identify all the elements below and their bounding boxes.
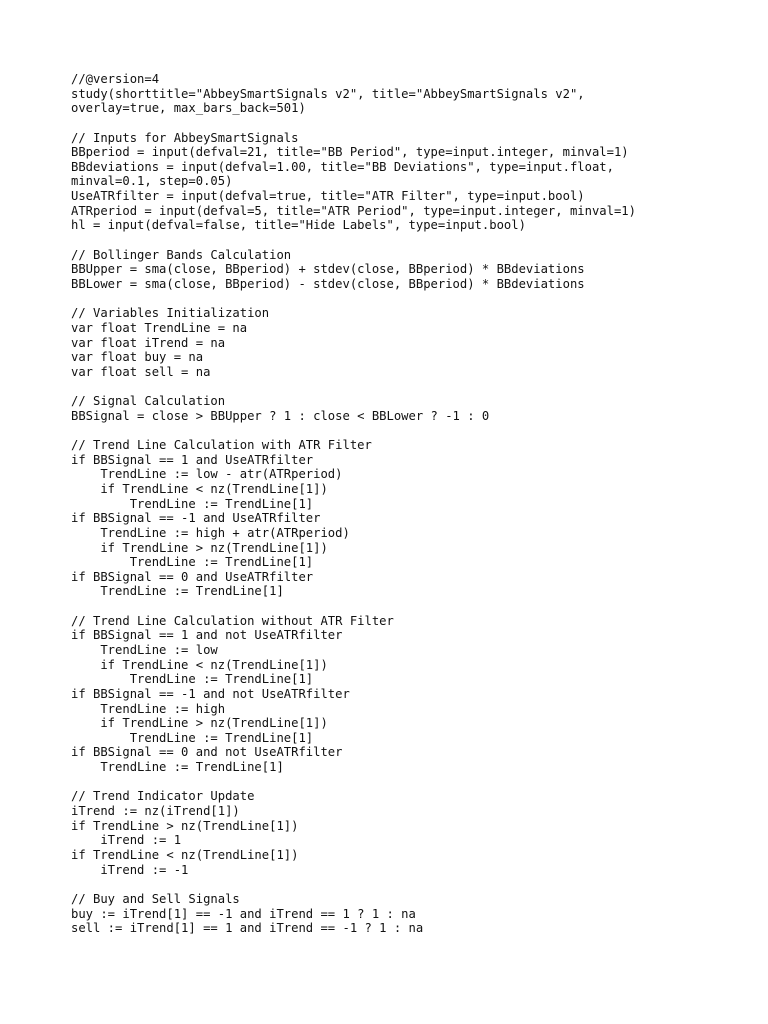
code-line: TrendLine := TrendLine[1] <box>71 584 284 599</box>
code-line: iTrend := nz(iTrend[1]) <box>71 804 240 819</box>
code-line: hl = input(defval=false, title="Hide Labels", type=input.bool) <box>71 218 526 233</box>
code-line: var float sell = na <box>71 364 211 379</box>
code-line: minval=0.1, step=0.05) <box>71 174 233 189</box>
code-line: study(shorttitle="AbbeySmartSignals v2", title="AbbeySmartSignals v2", <box>71 86 585 101</box>
code-line: if TrendLine > nz(TrendLine[1]) <box>71 540 328 555</box>
code-line: if TrendLine > nz(TrendLine[1]) <box>71 818 299 833</box>
code-line: TrendLine := high <box>71 701 226 716</box>
code-line: var float TrendLine = na <box>71 320 248 335</box>
code-line: TrendLine := high + atr(ATRperiod) <box>71 525 350 540</box>
blank-line <box>71 423 751 438</box>
code-line: ATRperiod = input(defval=5, title="ATR Period", type=input.integer, minval=1) <box>71 203 636 218</box>
blank-line <box>71 775 751 790</box>
code-block <box>71 72 751 936</box>
blank-line <box>71 116 751 131</box>
code-line: if TrendLine < nz(TrendLine[1]) <box>71 847 299 862</box>
code-line: TrendLine := low - atr(ATRperiod) <box>71 467 343 482</box>
code-line: if BBSignal == -1 and not UseATRfilter <box>71 686 350 701</box>
code-line: // Signal Calculation <box>71 394 226 409</box>
blank-line <box>71 599 751 614</box>
code-line: BBUpper = sma(close, BBperiod) + stdev(close, BBperiod) * BBdeviations <box>71 262 585 277</box>
code-line: if TrendLine < nz(TrendLine[1]) <box>71 481 328 496</box>
code-line: // Trend Indicator Update <box>71 789 255 804</box>
code-line: if TrendLine > nz(TrendLine[1]) <box>71 716 328 731</box>
code-line: if BBSignal == 0 and not UseATRfilter <box>71 745 343 760</box>
code-line: if TrendLine < nz(TrendLine[1]) <box>71 657 328 672</box>
code-line: // Trend Line Calculation without ATR Filter <box>71 613 394 628</box>
code-line: BBSignal = close > BBUpper ? 1 : close < BBLower ? -1 : 0 <box>71 408 490 423</box>
code-line: if BBSignal == 1 and UseATRfilter <box>71 452 314 467</box>
blank-line <box>71 233 751 248</box>
code-line: TrendLine := TrendLine[1] <box>71 555 314 570</box>
code-line: UseATRfilter = input(defval=true, title="ATR Filter", type=input.bool) <box>71 189 585 204</box>
code-line: var float buy = na <box>71 350 204 365</box>
code-line: if BBSignal == 1 and not UseATRfilter <box>71 628 343 643</box>
code-line: BBLower = sma(close, BBperiod) - stdev(close, BBperiod) * BBdeviations <box>71 276 585 291</box>
code-line: if BBSignal == -1 and UseATRfilter <box>71 511 321 526</box>
code-line: iTrend := -1 <box>71 862 189 877</box>
code-line: if BBSignal == 0 and UseATRfilter <box>71 569 314 584</box>
code-line: BBdeviations = input(defval=1.00, title="BB Deviations", type=input.float, <box>71 159 614 174</box>
code-line: TrendLine := TrendLine[1] <box>71 730 314 745</box>
code-line: iTrend := 1 <box>71 833 182 848</box>
code-line: //@version=4 <box>71 72 160 86</box>
code-line: TrendLine := TrendLine[1] <box>71 672 314 687</box>
blank-line <box>71 292 751 307</box>
code-line: // Inputs for AbbeySmartSignals <box>71 130 299 145</box>
code-line: TrendLine := TrendLine[1] <box>71 496 314 511</box>
code-line: // Trend Line Calculation with ATR Filter <box>71 438 372 453</box>
code-line: var float iTrend = na <box>71 335 226 350</box>
code-line: overlay=true, max_bars_back=501) <box>71 101 306 116</box>
code-line: BBperiod = input(defval=21, title="BB Period", type=input.integer, minval=1) <box>71 145 629 160</box>
blank-line <box>71 877 751 892</box>
code-line: sell := iTrend[1] == 1 and iTrend == -1 ? 1 : na <box>71 921 424 936</box>
code-line: // Variables Initialization <box>71 306 270 321</box>
code-line: TrendLine := TrendLine[1] <box>71 760 284 775</box>
blank-line <box>71 379 751 394</box>
code-line: // Buy and Sell Signals <box>71 891 240 906</box>
code-line: TrendLine := low <box>71 642 218 657</box>
code-line: // Bollinger Bands Calculation <box>71 247 292 262</box>
code-line: buy := iTrend[1] == -1 and iTrend == 1 ? 1 : na <box>71 906 416 921</box>
